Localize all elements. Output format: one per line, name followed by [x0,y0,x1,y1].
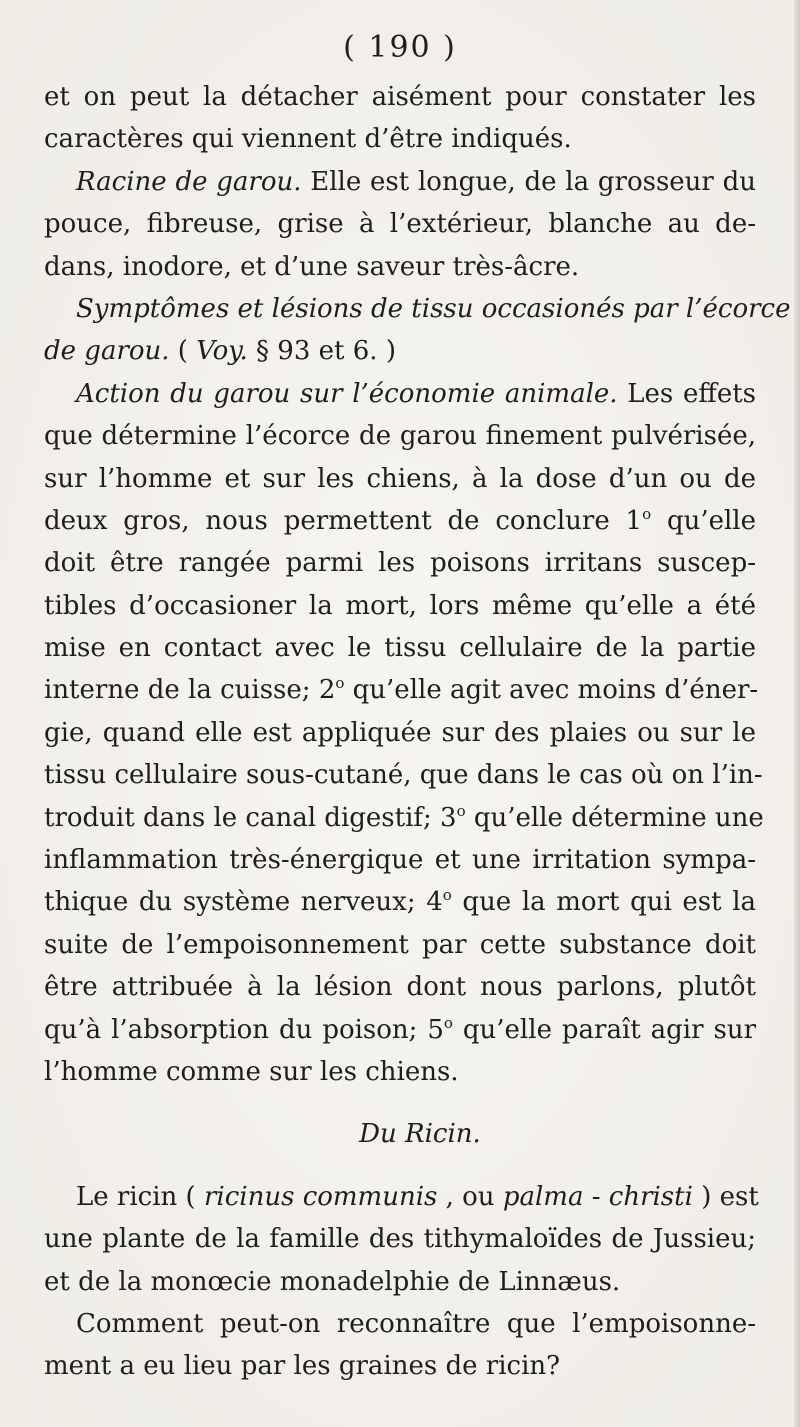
text-line: l’homme comme sur les chiens. [44,1056,459,1087]
text-line: une plante de la famille des tithymaloïdes de Jussieu; [44,1224,756,1255]
text-span: ) est [701,1181,759,1212]
text-span: , ou [445,1181,495,1212]
text-line [44,881,756,923]
text-line [44,669,759,711]
superscript: o [443,1013,453,1032]
text-span: de garou. [44,336,170,367]
text-line [44,1009,756,1051]
text-span: Elle est longue, de la grosseur du [310,166,756,197]
text-span: que la mort qui est la [451,887,757,918]
text-span: § 93 et 6. ) [256,336,396,367]
text-span: Voy. [196,336,248,367]
text-span: qu’à l’absorption du poison; 5 [44,1014,444,1045]
text-line [44,161,756,203]
text-line: Symptômes et lésions de tissu occasionés par l’écorce [76,293,791,324]
text-span: deux gros, nous permettent de conclure 1 [44,505,643,536]
section-gap [44,1156,756,1176]
text-span: Les effets [627,378,757,409]
text-span: ricinus communis [203,1181,438,1212]
text-span: troduit dans le canal digestif; 3 [44,802,457,833]
text-span: thique du système nerveux; 4 [44,887,443,918]
text-line [44,1176,759,1218]
text-span: qu’elle paraît agir sur [452,1014,757,1045]
text-span: qu’elle agit avec moins d’éner- [344,675,759,706]
text-line: et de la monœcie monadelphie de Linnæus. [44,1266,621,1297]
superscript: o [335,674,345,693]
text-line: doit être rangée parmi les poisons irritans suscep- [44,548,756,579]
superscript: o [456,801,466,820]
text-line: mise en contact avec le tissu cellulaire de la partie [44,633,756,664]
text-block [44,76,791,1388]
text-line [44,330,756,372]
text-line: tibles d’occasioner la mort, lors même qu’elle a été [44,590,756,621]
text-line: sur l’homme et sur les chiens, à la dose d’un ou de [44,463,756,494]
page-edge [794,0,800,1427]
page-number: ( 190 ) [343,30,457,65]
text-line: tissu cellulaire sous-cutané, que dans le cas où on l’in- [44,760,763,791]
superscript: o [442,886,452,905]
text-line: caractères qui viennent d’être indiqués. [44,124,572,155]
text-line: dans, inodore, et d’une saveur très-âcre. [44,251,580,282]
section-heading: Du Ricin. [359,1119,481,1150]
paragraph-title: Action du garou sur l’économie animale. [76,378,618,409]
text-line: et on peut la détacher aisément pour constater les [44,82,756,112]
text-line: que détermine l’écorce de garou finement pulvérisée, [44,421,756,452]
superscript: o [642,504,652,523]
text-line: Comment peut-on reconnaître que l’empoisonne- [76,1308,756,1339]
text-span: qu’elle [651,505,756,536]
text-line [44,373,756,415]
text-line: être attribuée à la lésion dont nous parlons, plutôt [44,972,756,1003]
text-line [44,797,764,839]
text-line: suite de l’empoisonnement par cette substance doit [44,929,756,960]
text-span: ( [177,336,188,367]
text-line: inflammation très-énergique et une irritation sympa- [44,845,756,876]
paragraph-title: Racine de garou. [76,166,302,197]
section-gap [44,1093,756,1113]
text-span: qu’elle détermine une [465,802,764,833]
text-span: interne de la cuisse; 2 [44,675,336,706]
text-line [44,500,756,542]
text-span: Le ricin ( [76,1181,196,1212]
text-span: palma - christi [502,1181,693,1212]
text-line: gie, quand elle est appliquée sur des plaies ou sur le [44,717,756,748]
text-line: pouce, fibreuse, grise à l’extérieur, blanche au de- [44,209,756,240]
text-line: ment a eu lieu par les graines de ricin? [44,1351,561,1382]
